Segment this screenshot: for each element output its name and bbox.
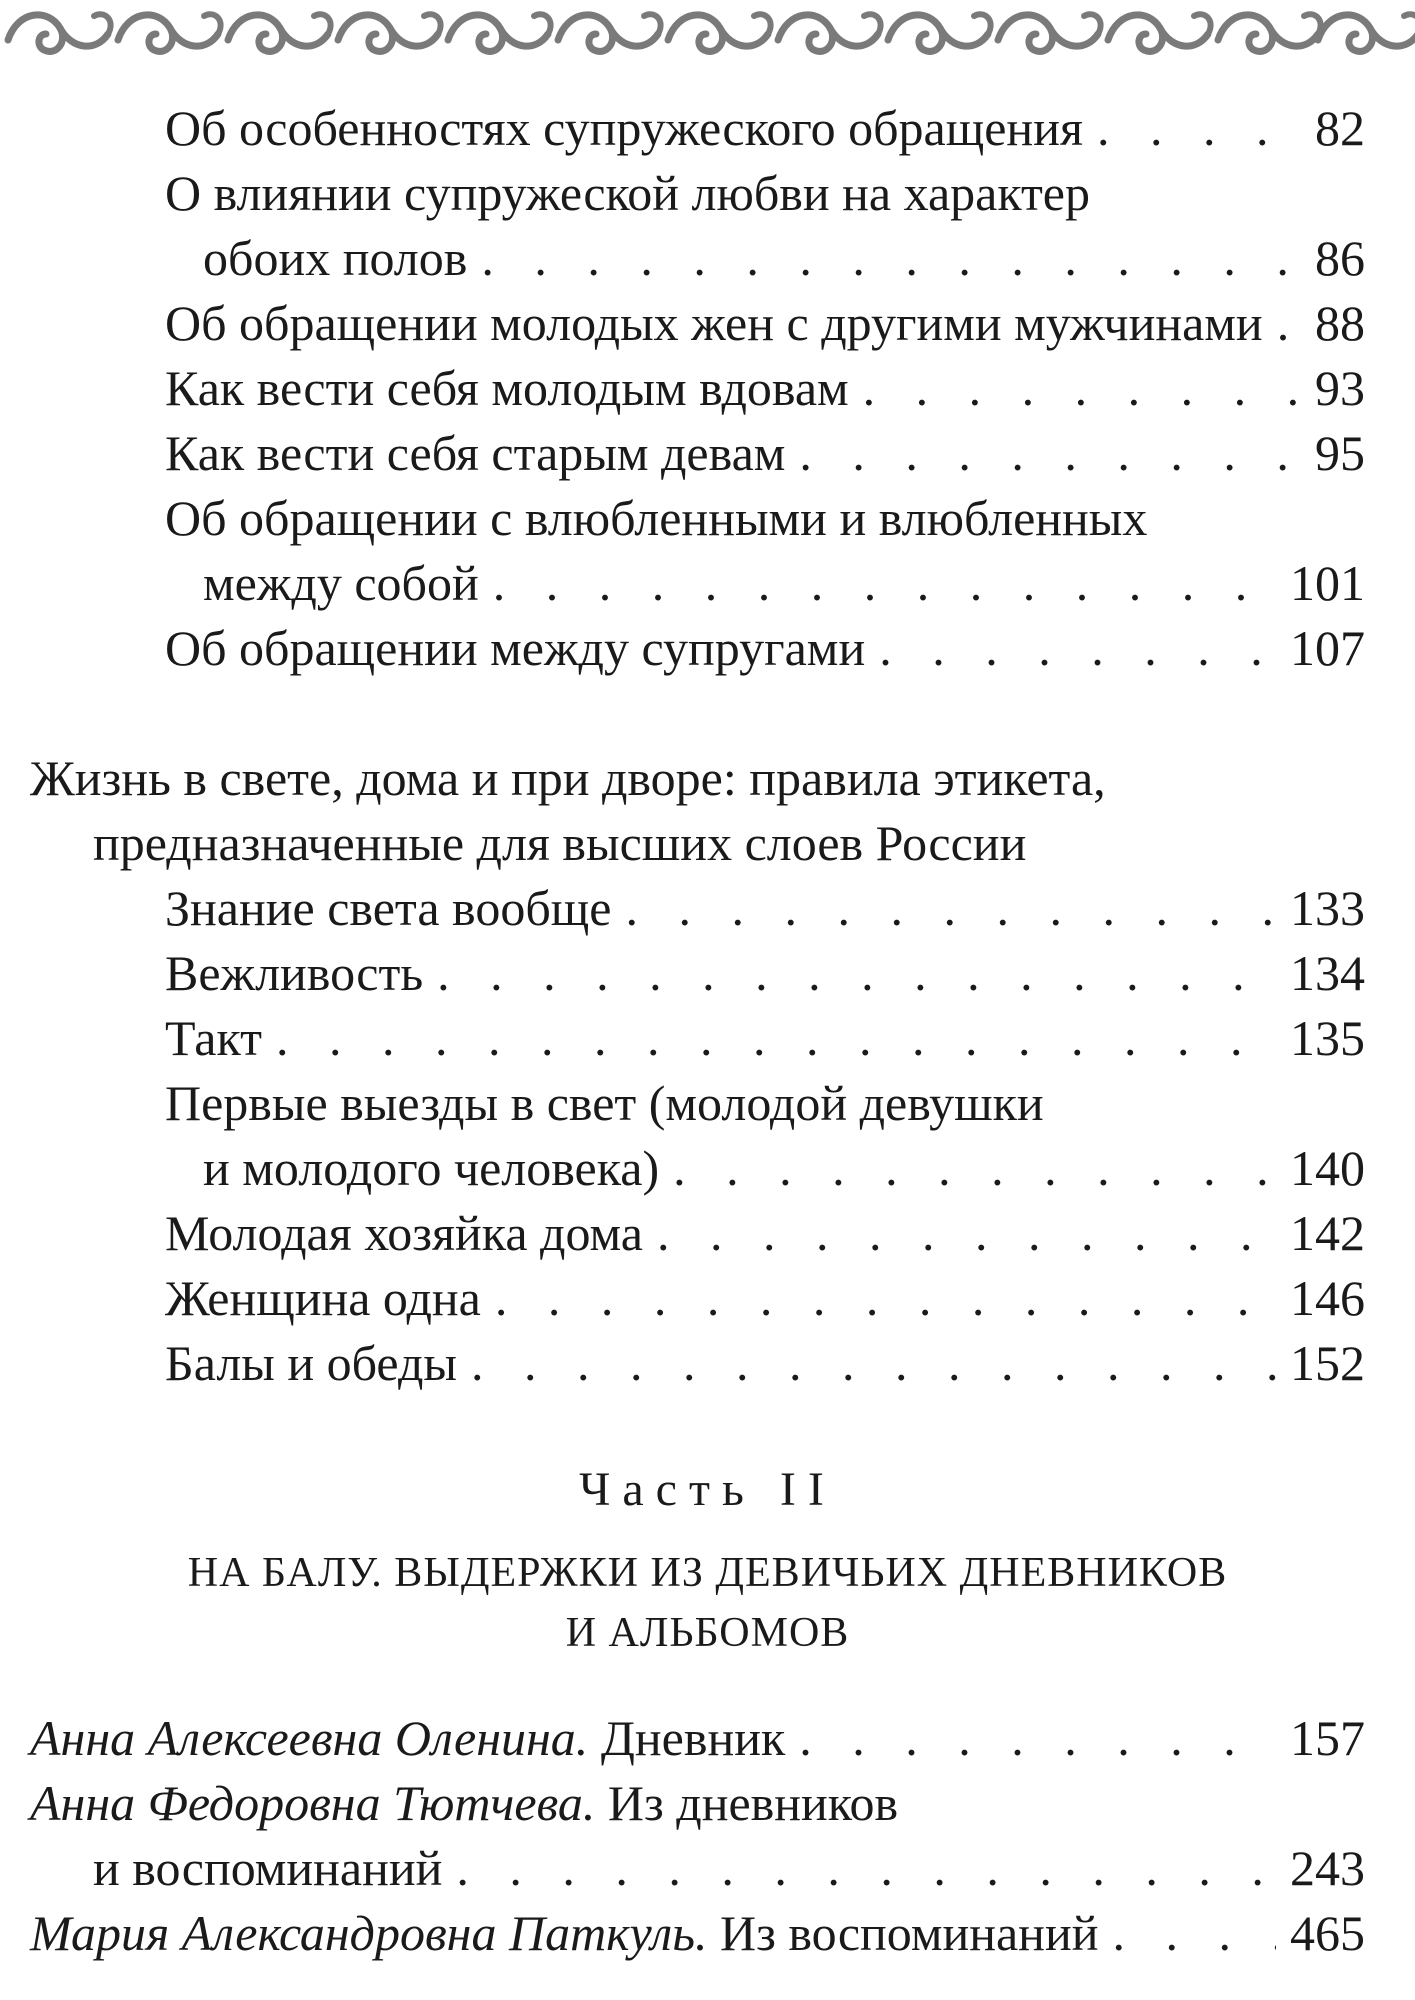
- leader-dots: [657, 1203, 1276, 1263]
- toc-entry-title-line1[interactable]: Первые выезды в свет (молодой девушки: [165, 1075, 1044, 1131]
- leader-dots: [863, 358, 1301, 418]
- leader-dots: [673, 1138, 1276, 1198]
- toc-page-number: 146: [1290, 1270, 1365, 1326]
- work-title: Дневник: [600, 1710, 786, 1766]
- leader-dots: [481, 228, 1301, 288]
- toc-entry-title-line1[interactable]: [30, 1773, 898, 1833]
- author-name: Анна Федоровна Тютчева.: [30, 1775, 596, 1831]
- toc-entry-title: Как вести себя молодым вдовам: [165, 360, 849, 416]
- leader-dots: [1097, 98, 1301, 158]
- work-title: Из дневников: [607, 1775, 899, 1831]
- toc-entry[interactable]: [165, 358, 1365, 418]
- toc-entry[interactable]: [165, 618, 1365, 678]
- toc-entry-title: Об особенностях супружеского обращения: [165, 100, 1083, 156]
- leader-dots: [625, 878, 1276, 938]
- toc-entry[interactable]: [165, 943, 1365, 1003]
- toc-entry-title: Балы и обеды: [165, 1335, 457, 1391]
- toc-entry-title-line1[interactable]: Об обращении с влюбленными и влюбленных: [165, 490, 1148, 546]
- toc-page-number: 243: [1290, 1840, 1365, 1896]
- section-heading-line2: предназначенные для высших слоев России: [93, 815, 1027, 871]
- toc-entry-title: Об обращении между супругами: [165, 620, 866, 676]
- leader-dots: [799, 1708, 1276, 1768]
- toc-entry-title: Такт: [165, 1010, 262, 1066]
- toc-entry[interactable]: [165, 423, 1365, 483]
- leader-dots: [495, 1268, 1276, 1328]
- leader-dots: [437, 943, 1276, 1003]
- toc-entry[interactable]: [165, 293, 1365, 353]
- author-name: Анна Алексеевна Оленина.: [30, 1710, 589, 1766]
- toc-entry-title-line2: и воспоминаний: [93, 1840, 443, 1896]
- section-heading-line1: Жизнь в свете, дома и при дворе: правила этикета,: [30, 750, 1106, 806]
- toc-entry[interactable]: [165, 1333, 1365, 1393]
- leader-dots: [276, 1008, 1276, 1068]
- part-title-line1: НА БАЛУ. ВЫДЕРЖКИ ИЗ ДЕВИЧЬИХ ДНЕВНИКОВ: [187, 1550, 1228, 1596]
- toc-entry-title-line1[interactable]: О влиянии супружеской любви на характер: [165, 165, 1090, 221]
- toc-entry-title-line2: и молодого человека): [203, 1140, 660, 1196]
- toc-page-number: 142: [1290, 1205, 1365, 1261]
- leader-dots: [879, 618, 1276, 678]
- toc-entry[interactable]: [203, 553, 1365, 613]
- toc-page-number: 140: [1290, 1140, 1365, 1196]
- toc-entry-title: Знание света вообще: [165, 880, 612, 936]
- leader-dots: [1112, 1903, 1276, 1963]
- toc-entry-title: Вежливость: [165, 945, 424, 1001]
- toc-entry[interactable]: [165, 1268, 1365, 1328]
- toc-page-number: 135: [1290, 1010, 1365, 1066]
- toc-page-number: 101: [1290, 555, 1365, 611]
- leader-dots: [1277, 293, 1301, 353]
- toc-page-number: 152: [1290, 1335, 1365, 1391]
- toc-entry-title: [30, 1903, 1098, 1963]
- toc-page-number: 95: [1315, 425, 1365, 481]
- toc-entry-title: Как вести себя старым девам: [165, 425, 786, 481]
- toc-entry[interactable]: [93, 1838, 1365, 1898]
- toc-page-number: 134: [1290, 945, 1365, 1001]
- leader-dots: [456, 1838, 1276, 1898]
- part-label: Часть II: [579, 1463, 836, 1516]
- toc-entry[interactable]: [30, 1708, 1365, 1768]
- toc-entry[interactable]: [30, 1903, 1365, 1963]
- toc-entry-title: Об обращении молодых жен с другими мужчинами: [165, 295, 1263, 351]
- toc-entry[interactable]: [165, 1203, 1365, 1263]
- leader-dots: [799, 423, 1301, 483]
- toc-entry[interactable]: [165, 878, 1365, 938]
- leader-dots: [493, 553, 1276, 613]
- toc-page-number: 82: [1315, 100, 1365, 156]
- toc-page-number: 157: [1290, 1710, 1365, 1766]
- toc-entry[interactable]: [203, 1138, 1365, 1198]
- toc-entry[interactable]: [203, 228, 1365, 288]
- toc-page-number: 86: [1315, 230, 1365, 286]
- author-name: Мария Александровна Паткуль.: [30, 1905, 708, 1961]
- toc-entry-title-line2: между собой: [203, 555, 479, 611]
- toc-page-number: 133: [1290, 880, 1365, 936]
- toc-entry-title: Молодая хозяйка дома: [165, 1205, 644, 1261]
- toc-entry-title: [30, 1708, 785, 1768]
- toc-page-number: 465: [1290, 1905, 1365, 1961]
- toc-entry-title-line2: обоих полов: [203, 230, 468, 286]
- leader-dots: [471, 1333, 1276, 1393]
- work-title: Из воспоминаний: [719, 1905, 1099, 1961]
- toc-page-number: 93: [1315, 360, 1365, 416]
- toc-page-number: 88: [1315, 295, 1365, 351]
- toc-page-number: 107: [1290, 620, 1365, 676]
- toc-entry[interactable]: [165, 1008, 1365, 1068]
- toc-entry-title: Женщина одна: [165, 1270, 481, 1326]
- part-title-line2: И АЛЬБОМОВ: [565, 1610, 850, 1656]
- toc-entry[interactable]: [165, 98, 1365, 158]
